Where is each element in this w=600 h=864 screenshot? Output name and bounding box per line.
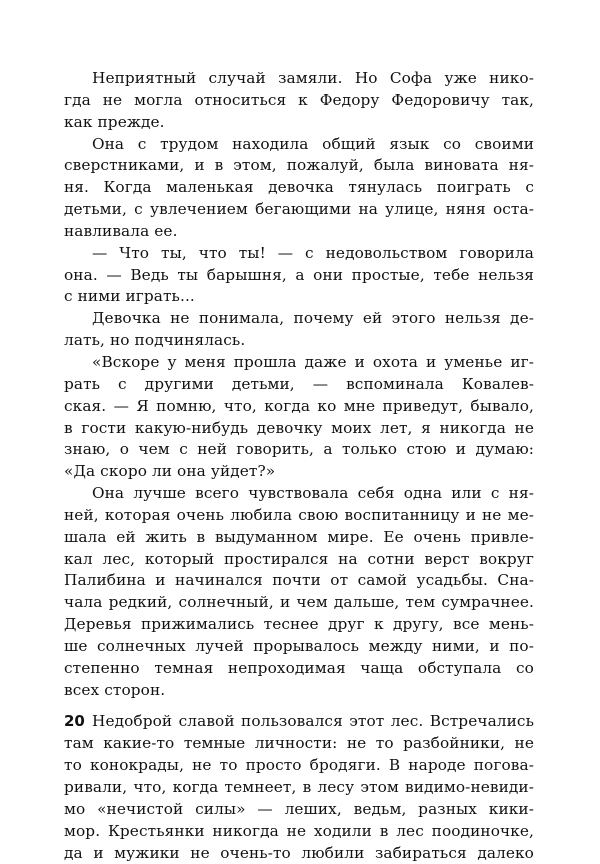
text-line: Неприятный случай замяли. Но Софа уже нико- bbox=[92, 69, 534, 87]
text-line: Деревья прижимались теснее друг к другу, все мень- bbox=[64, 615, 534, 634]
text-line: мо «нечистой силы» — леших, ведьм, разных кики- bbox=[64, 799, 534, 818]
text-line: с ними играть... bbox=[64, 287, 195, 306]
text-line: знаю, о чем с ней говорить, а только стою и думаю: bbox=[64, 440, 534, 459]
text-line: Девочка не понимала, почему ей этого нельзя де- bbox=[92, 309, 534, 328]
text-line: гда не могла относиться к Федору Федоровичу так, bbox=[64, 90, 534, 109]
text-line: всех сторон. bbox=[64, 680, 166, 699]
text-line: лать, но подчинялась. bbox=[64, 331, 246, 350]
text-line: детьми, с увлечением бегающими на улице, няня оста- bbox=[64, 200, 534, 219]
text-line: ней, которая очень любила свою воспитанницу и не ме- bbox=[64, 505, 534, 524]
text-line: сверстниками, и в этом, пожалуй, была виновата ня- bbox=[64, 156, 534, 175]
text-line: «Вскоре у меня прошла даже и охота и уменье иг- bbox=[92, 352, 534, 371]
text-line: да и мужики не очень-то любили забираться далеко bbox=[64, 843, 534, 862]
text-line: Она лучше всего чувствовала себя одна или с ня- bbox=[92, 484, 534, 503]
text-line: «Да скоро ли она уйдет?» bbox=[64, 462, 276, 481]
text-line: навливала ее. bbox=[64, 221, 178, 240]
text-line: то конокрады, не то просто бродяги. В народе погова- bbox=[64, 756, 534, 775]
text-line: Недоброй славой пользовался этот лес. Встречались bbox=[92, 712, 534, 731]
text-line: в гости какую-нибудь девочку моих лет, я никогда не bbox=[64, 418, 534, 437]
text-line: как прежде. bbox=[64, 112, 165, 131]
text-line: ривали, что, когда темнеет, в лесу этом видимо-невиди- bbox=[64, 778, 534, 796]
text-line: кал лес, который простирался на сотни верст вокруг bbox=[64, 549, 534, 568]
text-line: чала редкий, солнечный, и чем дальше, тем сумрачнее. bbox=[64, 593, 534, 612]
text-line: Она с трудом находила общий язык со своими bbox=[92, 134, 534, 153]
text-line: мор. Крестьянки никогда не ходили в лес поодиночке, bbox=[64, 821, 534, 840]
text-line: рать с другими детьми, — вспоминала Ковалев- bbox=[64, 374, 534, 393]
page-number: 20 bbox=[64, 712, 85, 730]
text-line: ская. — Я помню, что, когда ко мне приведут, бывало, bbox=[64, 396, 534, 415]
text-line: степенно темная непроходимая чаща обступала со bbox=[64, 658, 534, 677]
text-line: шала ей жить в выдуманном мире. Ее очень привле- bbox=[64, 527, 534, 546]
text-line: Палибина и начинался почти от самой усадьбы. Сна- bbox=[64, 571, 534, 590]
text-line: — Что ты, что ты! — с недовольством говорила bbox=[92, 243, 534, 262]
text-line: она. — Ведь ты барышня, а они простые, тебе нельзя bbox=[64, 265, 534, 284]
text-line: там какие-то темные личности: не то разбойники, не bbox=[64, 734, 534, 753]
text-line: ше солнечных лучей прорывалось между ними, и по- bbox=[64, 636, 534, 655]
text-line: ня. Когда маленькая девочка тянулась поиграть с bbox=[64, 178, 534, 197]
body-text bbox=[64, 68, 534, 864]
paragraph-gap bbox=[64, 701, 534, 711]
